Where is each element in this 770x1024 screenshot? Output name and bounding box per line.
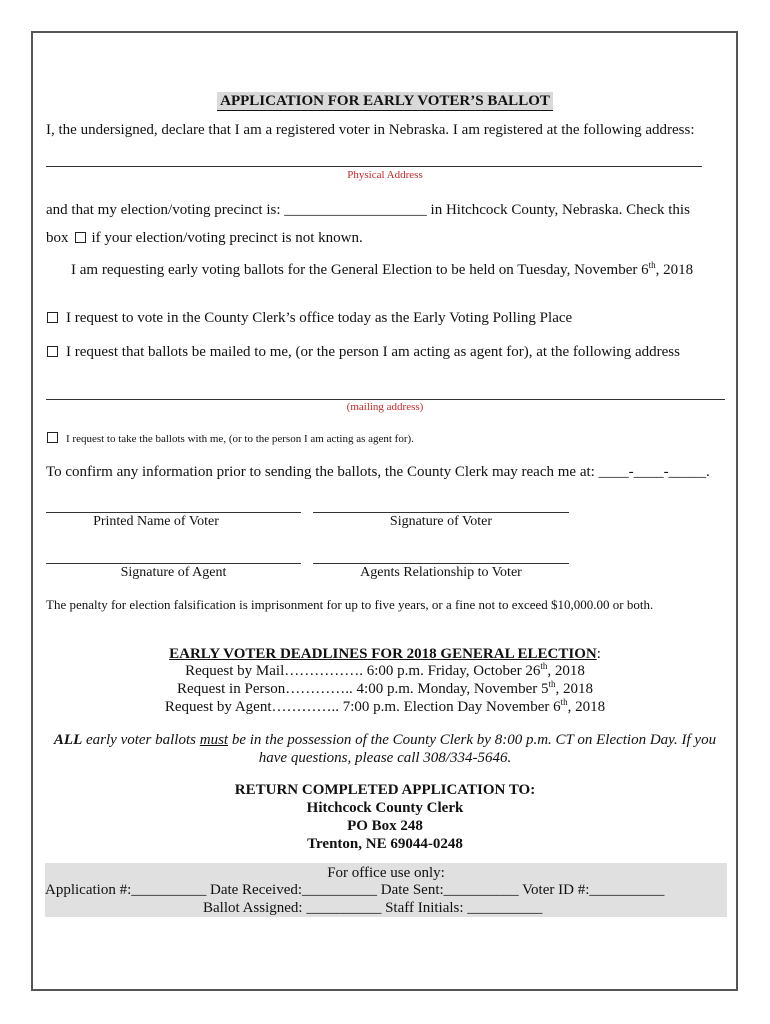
agent-signature-line[interactable] (46, 563, 301, 564)
deadline-item (0, 681, 770, 698)
return-line: PO Box 248 (347, 818, 423, 834)
precinct-line-start: and that my election/voting precinct is: (46, 202, 285, 218)
agent-relationship-label: Agents Relationship to Voter (360, 565, 522, 580)
deadline-sup: th (560, 697, 568, 707)
precinct-line-end: in Hitchcock County, Nebraska. Check this (426, 202, 690, 218)
precinct-unknown-line (46, 230, 363, 247)
office-use-box (45, 863, 727, 917)
declaration-text: I, the undersigned, declare that I am a registered voter in Nebraska. I am registered at the following address: (46, 122, 695, 138)
return-line: Hitchcock County Clerk (306, 800, 464, 816)
request-statement-sup: th (648, 260, 656, 270)
return-line: Trenton, NE 69044-0248 (307, 836, 463, 852)
precinct-unknown-checkbox[interactable] (75, 232, 86, 243)
deadline-sup: th (540, 661, 548, 671)
option-label: I request that ballots be mailed to me, (or the person I am acting as agent for), at the following address (66, 344, 680, 360)
precinct-line (46, 202, 690, 219)
vote-in-office-checkbox[interactable] (47, 312, 58, 323)
printed-name-line[interactable] (46, 512, 301, 513)
notice-must: must (199, 732, 229, 748)
option-vote-in-office (47, 310, 572, 327)
physical-address-line[interactable] (46, 166, 702, 167)
deadline-tail: , 2018 (547, 663, 585, 679)
return-heading: RETURN COMPLETED APPLICATION TO: (234, 782, 536, 798)
take-ballots-checkbox[interactable] (47, 432, 58, 443)
printed-name-label: Printed Name of Voter (93, 514, 219, 529)
mail-ballots-checkbox[interactable] (47, 346, 58, 357)
office-use-row2: Ballot Assigned: __________ Staff Initials: __________ (203, 900, 543, 916)
precinct-blank[interactable]: ___________________ (284, 202, 427, 218)
agent-relationship-line[interactable] (313, 563, 569, 564)
precinct-box-prefix: box (46, 230, 69, 246)
deadline-item (0, 699, 770, 716)
option-label: I request to vote in the County Clerk’s office today as the Early Voting Polling Place (66, 310, 573, 326)
agent-signature-label: Signature of Agent (120, 565, 227, 580)
voter-signature-line[interactable] (313, 512, 569, 513)
request-statement-tail: , 2018 (655, 262, 694, 278)
deadline-tail: , 2018 (567, 699, 606, 715)
office-use-heading: For office use only: (327, 865, 445, 881)
take-option-label: I request to take the ballots with me, (or to the person I am acting as agent for). (66, 433, 414, 445)
deadline-notice-line2: have questions, please call 308/334-5646. (258, 750, 512, 766)
request-statement-text: I am requesting early voting ballots for the General Election to be held on Tuesday, November 6 (71, 262, 649, 278)
mailing-address-line[interactable] (46, 399, 725, 400)
deadline-tail: , 2018 (555, 681, 593, 697)
deadlines-heading-suffix: : (596, 646, 601, 662)
voter-signature-label: Signature of Voter (389, 514, 493, 529)
deadline-sup: th (548, 679, 556, 689)
deadlines-heading (0, 646, 770, 663)
precinct-box-text: if your election/voting precinct is not known. (91, 230, 363, 246)
notice-all: ALL (53, 732, 83, 748)
form-title: APPLICATION FOR EARLY VOTER’S BALLOT (217, 92, 553, 111)
deadline-text: Request by Mail……………. 6:00 p.m. Friday, October 26 (185, 663, 541, 679)
deadline-text: Request in Person………….. 4:00 p.m. Monday, November 5 (176, 681, 549, 697)
deadline-notice (0, 732, 770, 749)
option-take-ballots (47, 432, 414, 445)
deadline-text: Request by Agent………….. 7:00 p.m. Election Day November 6 (164, 699, 561, 715)
contact-line: To confirm any information prior to sending the ballots, the County Clerk may reach me at: ____-____-_____. (46, 464, 710, 480)
physical-address-label: Physical Address (347, 169, 423, 181)
request-statement (71, 262, 693, 279)
notice-text-a: early voter ballots (82, 732, 200, 748)
mailing-address-label: (mailing address) (346, 401, 424, 413)
notice-text-b: be in the possession of the County Clerk by 8:00 p.m. CT on Election Day. If you (228, 732, 717, 748)
deadline-item (0, 663, 770, 680)
penalty-notice: The penalty for election falsification is imprisonment for up to five years, or a fine not to exceed $10,000.00 or both. (46, 597, 654, 612)
option-mail-ballots (47, 344, 680, 361)
deadlines-heading-text: EARLY VOTER DEADLINES FOR 2018 GENERAL ELECTION (169, 646, 597, 662)
office-use-row1: Application #:__________ Date Received:__________ Date Sent:__________ Voter ID #:__________ (45, 882, 665, 898)
